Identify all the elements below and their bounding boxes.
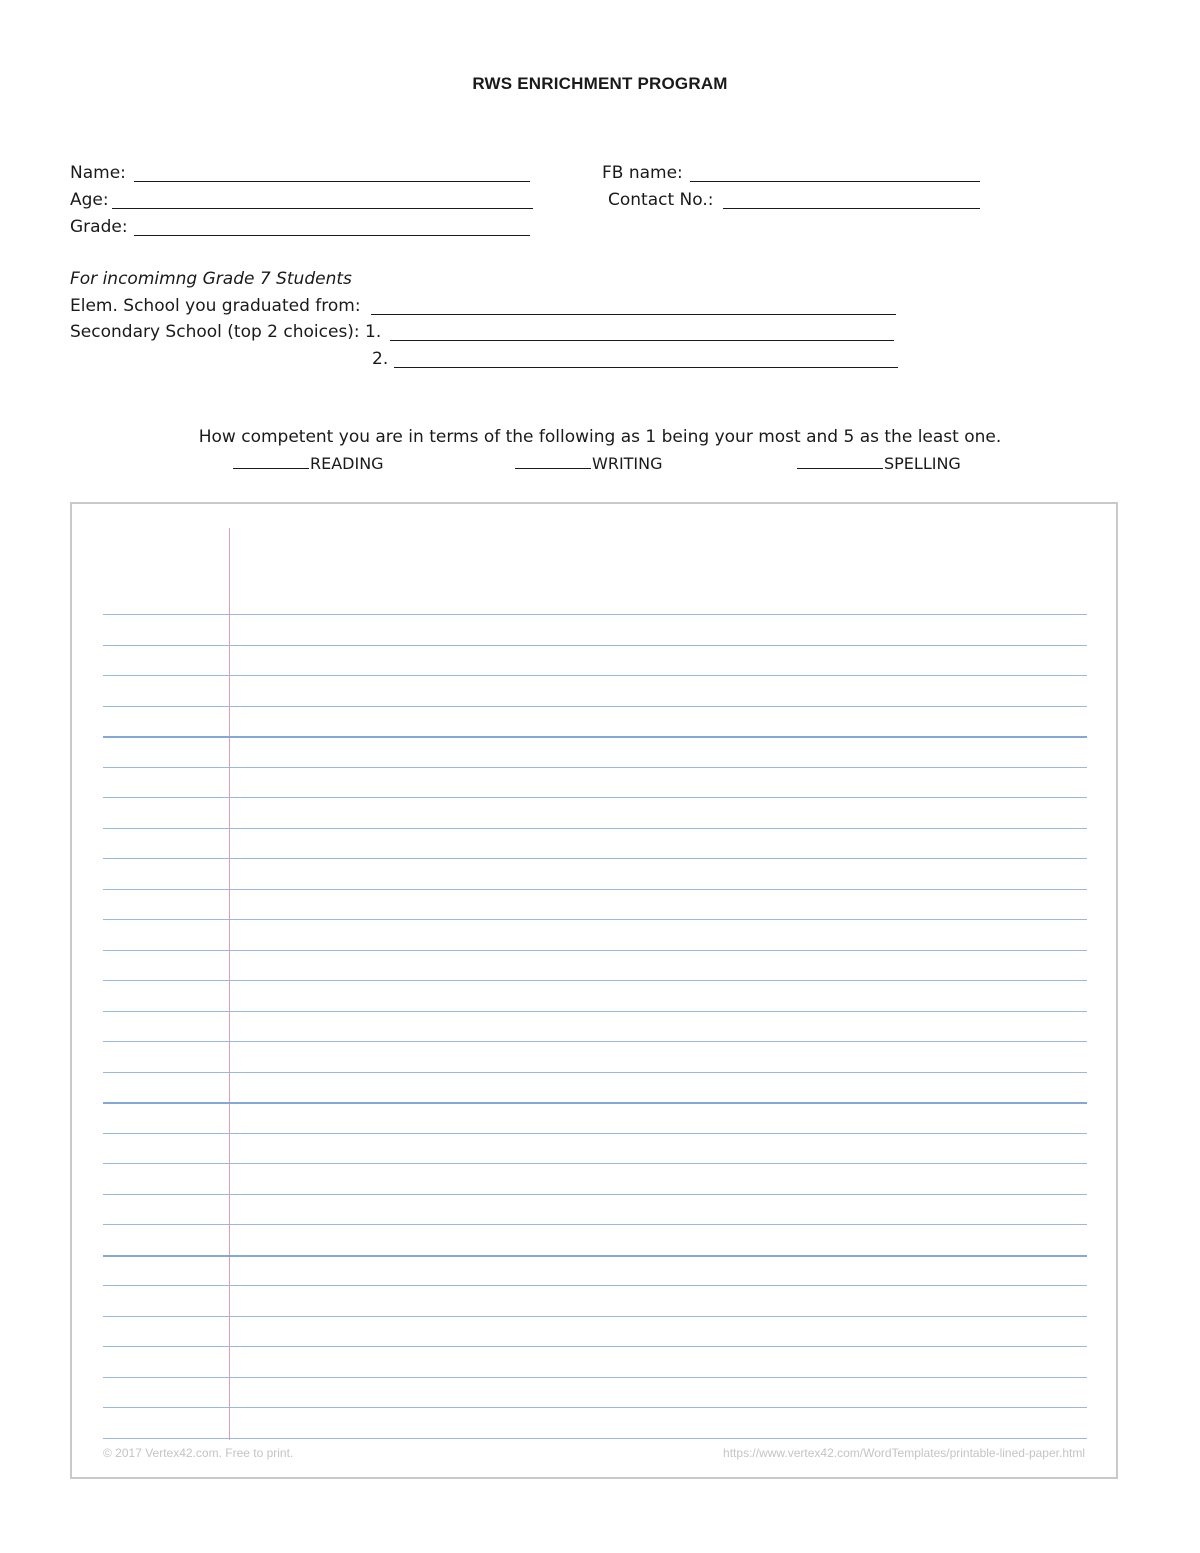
paper-rule-line bbox=[103, 889, 1087, 890]
document-title: RWS ENRICHMENT PROGRAM bbox=[472, 74, 728, 93]
rank-spelling-label: SPELLING bbox=[884, 454, 961, 473]
paper-rule-line bbox=[103, 1438, 1087, 1439]
secondary-choice-1-line[interactable] bbox=[390, 340, 894, 341]
paper-rule-line bbox=[103, 1407, 1087, 1408]
paper-rule-line bbox=[103, 1102, 1087, 1104]
paper-rule-line bbox=[103, 1072, 1087, 1073]
paper-rule-line bbox=[103, 1255, 1087, 1257]
paper-rule-line bbox=[103, 1133, 1087, 1134]
paper-rule-line bbox=[103, 736, 1087, 738]
paper-rule-line bbox=[103, 980, 1087, 981]
paper-rule-line bbox=[103, 1285, 1087, 1286]
grade-label: Grade: bbox=[70, 217, 128, 237]
paper-rule-line bbox=[103, 675, 1087, 676]
paper-rule-line bbox=[103, 767, 1087, 768]
paper-rule-line bbox=[103, 828, 1087, 829]
contact-line[interactable] bbox=[723, 208, 980, 209]
paper-rule-line bbox=[103, 797, 1087, 798]
rank-reading bbox=[233, 453, 384, 475]
paper-rule-line bbox=[103, 1194, 1087, 1195]
rank-spelling-blank[interactable] bbox=[797, 454, 883, 469]
paper-rule-line bbox=[103, 1041, 1087, 1042]
paper-rule-line bbox=[103, 1011, 1087, 1012]
secondary-school-label: Secondary School (top 2 choices): 1. bbox=[70, 322, 382, 342]
competency-question: How competent you are in terms of the following as 1 being your most and 5 as the least one. bbox=[198, 427, 1002, 447]
paper-rule-line bbox=[103, 1316, 1087, 1317]
elem-school-label: Elem. School you graduated from: bbox=[70, 296, 361, 316]
paper-footer-left: © 2017 Vertex42.com. Free to print. bbox=[103, 1446, 294, 1460]
elem-school-line[interactable] bbox=[371, 314, 896, 315]
lined-paper[interactable] bbox=[70, 502, 1118, 1479]
secondary-choice-2-line[interactable] bbox=[394, 367, 898, 368]
paper-rule-line bbox=[103, 1377, 1087, 1378]
rank-writing-blank[interactable] bbox=[515, 454, 591, 469]
paper-rule-line bbox=[103, 645, 1087, 646]
secondary-choice-2-label: 2. bbox=[372, 349, 389, 369]
fb-name-label: FB name: bbox=[602, 163, 683, 183]
rank-writing-label: WRITING bbox=[592, 454, 663, 473]
rank-spelling bbox=[797, 453, 961, 475]
paper-rule-line bbox=[103, 919, 1087, 920]
fb-name-line[interactable] bbox=[690, 181, 980, 182]
grade-line[interactable] bbox=[134, 235, 530, 236]
paper-rule-line bbox=[103, 706, 1087, 707]
paper-rule-line bbox=[103, 614, 1087, 615]
paper-rule-line bbox=[103, 950, 1087, 951]
age-line[interactable] bbox=[112, 208, 533, 209]
margin-line bbox=[229, 528, 230, 1440]
rank-writing bbox=[515, 453, 663, 475]
rank-reading-label: READING bbox=[310, 454, 384, 473]
paper-rule-line bbox=[103, 1346, 1087, 1347]
age-label: Age: bbox=[70, 190, 109, 210]
name-line[interactable] bbox=[134, 181, 530, 182]
paper-rule-line bbox=[103, 1163, 1087, 1164]
name-label: Name: bbox=[70, 163, 126, 183]
contact-label: Contact No.: bbox=[608, 190, 714, 210]
rank-reading-blank[interactable] bbox=[233, 454, 309, 469]
incoming-heading: For incomimng Grade 7 Students bbox=[70, 269, 352, 289]
paper-rule-line bbox=[103, 1224, 1087, 1225]
paper-rule-line bbox=[103, 858, 1087, 859]
paper-footer-right: https://www.vertex42.com/WordTemplates/printable-lined-paper.html bbox=[723, 1446, 1085, 1460]
